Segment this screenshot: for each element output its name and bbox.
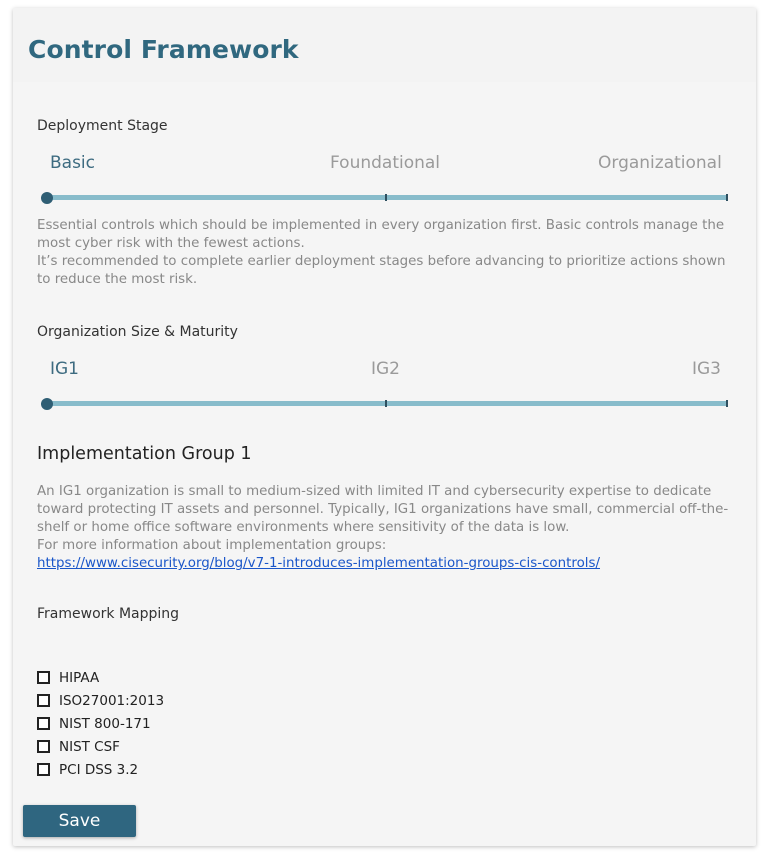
deployment-description <box>37 217 737 289</box>
framework-mapping-list <box>37 666 164 781</box>
slider-tick <box>726 194 728 201</box>
stage-ig2[interactable]: IG2 <box>371 359 401 379</box>
checkbox-label[interactable]: NIST CSF <box>59 738 120 755</box>
group-more-info: For more information about implementation groups: <box>37 538 387 553</box>
org-size-label: Organization Size & Maturity <box>37 324 238 340</box>
deployment-slider-thumb[interactable] <box>41 192 53 204</box>
slider-tick <box>385 400 387 407</box>
checkbox-hipaa[interactable] <box>37 671 50 684</box>
org-size-slider[interactable] <box>47 401 728 406</box>
panel-header <box>13 8 756 82</box>
checkbox-row-hipaa[interactable] <box>37 666 164 689</box>
slider-tick <box>385 194 387 201</box>
stage-foundational[interactable]: Foundational <box>330 153 441 173</box>
checkbox-label[interactable]: NIST 800-171 <box>59 715 151 732</box>
implementation-groups-link[interactable]: https://www.cisecurity.org/blog/v7-1-introduces-implementation-groups-cis-controls/ <box>37 556 600 571</box>
checkbox-row-iso27001[interactable] <box>37 689 164 712</box>
control-framework-panel <box>13 8 756 846</box>
save-button[interactable]: Save <box>23 805 136 837</box>
implementation-group-description <box>37 483 742 573</box>
checkbox-row-nist-csf[interactable] <box>37 735 164 758</box>
org-size-slider-thumb[interactable] <box>41 398 53 410</box>
checkbox-row-nist-800-171[interactable] <box>37 712 164 735</box>
implementation-group-title: Implementation Group 1 <box>37 444 252 464</box>
stage-basic[interactable]: Basic <box>50 153 96 173</box>
deployment-description-line2: It’s recommended to complete earlier deployment stages before advancing to prioritize actions shown to reduce the most risk. <box>37 254 726 287</box>
group-description-text: An IG1 organization is small to medium-sized with limited IT and cybersecurity expertise to dedicate toward protecting IT assets and personnel. Typically, IG1 organizations have small, commercial off-the-shelf or home office software environments where sensitivity of the data is low. <box>37 484 729 535</box>
page-title: Control Framework <box>28 35 299 64</box>
checkbox-iso27001[interactable] <box>37 694 50 707</box>
deployment-description-line1: Essential controls which should be implemented in every organization first. Basic controls manage the most cyber risk with the fewest actions. <box>37 218 725 251</box>
deployment-stage-slider[interactable] <box>47 195 728 200</box>
stage-organizational[interactable]: Organizational <box>598 153 722 173</box>
checkbox-label[interactable]: HIPAA <box>59 669 100 686</box>
checkbox-pci-dss[interactable] <box>37 763 50 776</box>
checkbox-label[interactable]: ISO27001:2013 <box>59 692 165 709</box>
stage-ig3[interactable]: IG3 <box>692 359 722 379</box>
checkbox-row-pci-dss[interactable] <box>37 758 164 781</box>
checkbox-nist-csf[interactable] <box>37 740 50 753</box>
deployment-stage-label: Deployment Stage <box>37 118 168 134</box>
stage-ig1[interactable]: IG1 <box>50 359 80 379</box>
slider-tick <box>726 400 728 407</box>
framework-mapping-label: Framework Mapping <box>37 606 180 622</box>
checkbox-nist-800-171[interactable] <box>37 717 50 730</box>
checkbox-label[interactable]: PCI DSS 3.2 <box>59 761 139 778</box>
